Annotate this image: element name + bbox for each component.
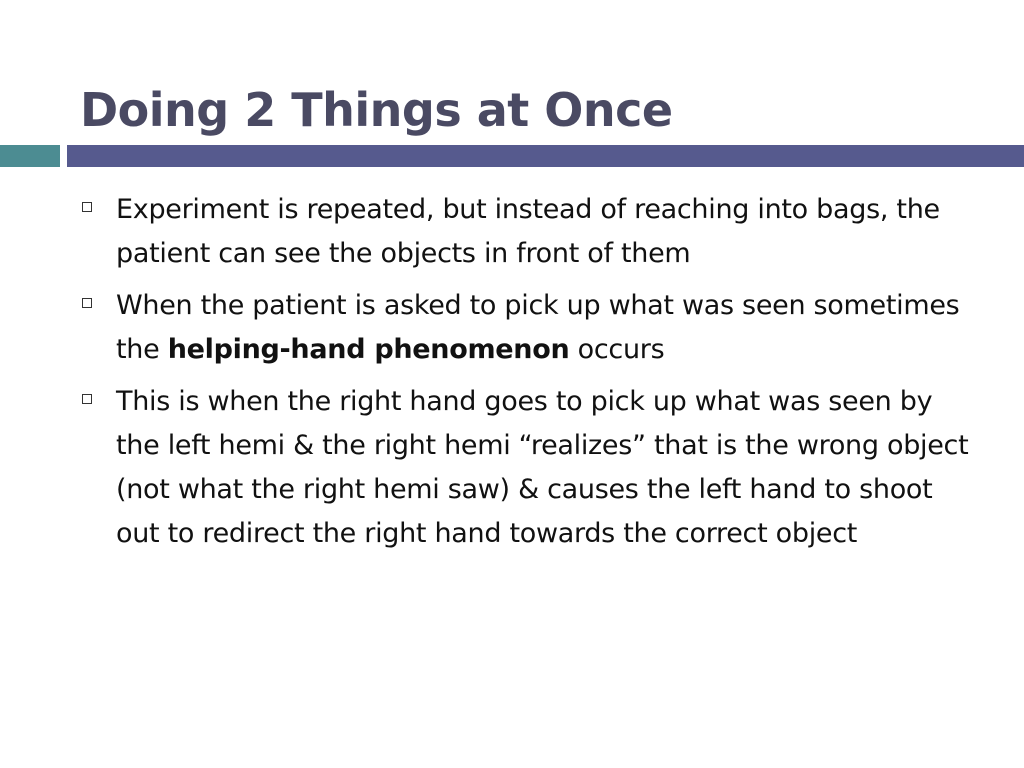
bullet-text-before: When the patient is asked to pick up what was seen sometimes the (116, 290, 960, 365)
bullet-item (82, 284, 982, 372)
bullet-item (82, 188, 982, 276)
bullet-item (82, 380, 982, 556)
title-accent-bar-left (0, 145, 60, 167)
hollow-square-bullet-icon (82, 284, 116, 308)
bullet-emphasis-term: helping-hand phenomenon (167, 334, 570, 365)
bullet-list (82, 188, 982, 564)
hollow-square-bullet-icon (82, 380, 116, 404)
hollow-square-bullet-icon (82, 188, 116, 212)
bullet-text (116, 284, 982, 372)
bullet-text: This is when the right hand goes to pick up what was seen by the left hemi & the right hemi “realizes” that is the wrong object (not what the right hemi saw) & causes the left hand to shoot out to redirect the right hand towards the correct object (116, 386, 969, 549)
title-accent-bar-right (67, 145, 1024, 167)
slide-title: Doing 2 Things at Once (80, 82, 673, 137)
bullet-text: Experiment is repeated, but instead of reaching into bags, the patient can see the objects in front of them (116, 194, 940, 269)
bullet-text-after: occurs (569, 334, 665, 365)
